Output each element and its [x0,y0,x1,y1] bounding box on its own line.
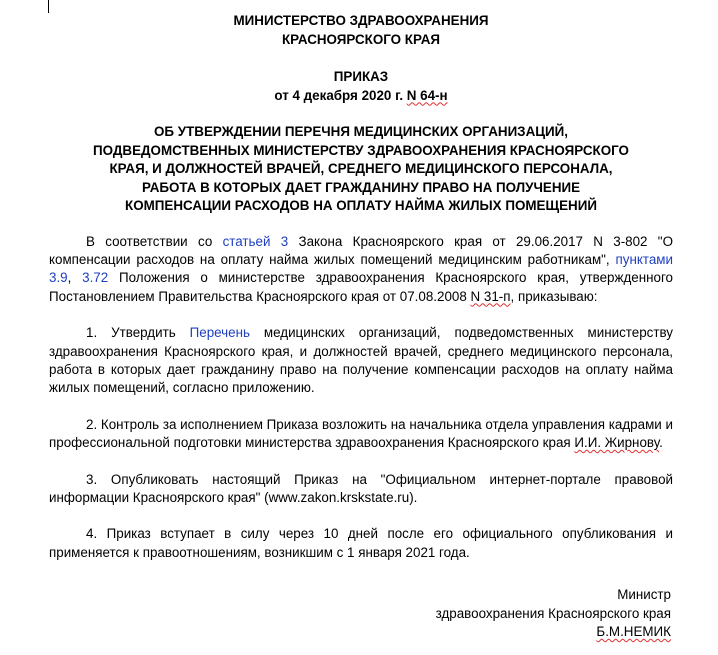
order-item-4: 4. Приказ вступает в силу через 10 дней после его официального опубликования и применяется к правоотношениям, возникшим с 1 января 2021 года. [49,526,673,560]
signature-position-org: здравоохранения Красноярского края [435,605,671,621]
ministry-name-line1: МИНИСТЕРСТВО ЗДРАВООХРАНЕНИЯ [233,13,489,28]
order-word: ПРИКАЗ [333,69,389,84]
preamble-text: , [67,270,83,286]
preamble-paragraph [49,233,673,307]
point-3-9-link[interactable]: пунктами 3.9 [49,251,673,286]
title-line: РАБОТА В КОТОРЫХ ДАЕТ ГРАЖДАНИНУ ПРАВО НА ПОЛУЧЕНИЕ [141,179,581,195]
preamble-text: Закона Красноярского края от 29.06.2017 N 3-802 "О компенсации расходов на оплату найма жилых помещений медицинским работникам", [49,233,673,267]
title-line: ОБ УТВЕРЖДЕНИИ ПЕРЕЧНЯ МЕДИЦИНСКИХ ОРГАНИЗАЦИЙ, [154,124,568,139]
ministry-header [49,12,673,49]
responsible-person: И.И. Жирнову [574,435,660,451]
item-text: . [659,435,663,451]
preamble-text: В соответствии со [86,233,223,249]
order-date-text: от 4 декабря 2020 г. [274,87,407,103]
item-text: 2. Контроль за исполнением Приказа возложить на начальника отдела управления кадрами и профессиональной подготовки министерства здравоохранения Красноярского края [49,416,673,451]
signature-name: Б.М.НЕМИК [596,624,671,639]
order-header [49,68,673,105]
preamble-text: Положения о министерстве здравоохранения Красноярского края, утвержденного Постановлением Правительства Красноярского края от 07.08.2008 [49,270,673,304]
ministry-name-line2: КРАСНОЯРСКОГО КРАЯ [281,31,441,47]
title-line: ПОДВЕДОМСТВЕННЫХ МИНИСТЕРСТВУ ЗДРАВООХРАНЕНИЯ КРАСНОЯРСКОГО [93,142,629,158]
title-line: КРАЯ, И ДОЛЖНОСТЕЙ ВРАЧЕЙ, СРЕДНЕГО МЕДИЦИНСКОГО ПЕРСОНАЛА, [109,161,613,176]
document-title [49,123,673,216]
point-3-72-link[interactable]: 3.72 [82,270,109,286]
article-3-link[interactable]: статьей 3 [222,233,289,249]
item-text: медицинских организаций, подведомственных министерству здравоохранения Красноярского края, и должностей врачей, среднего медицинского персонала, работа в которых дает гражданину право на получение компенсации расходов на оплату найма жилых помещений, согласно приложению. [49,325,673,396]
signature-position: Министр [617,587,671,603]
signature-block [49,586,673,641]
document-page [49,0,673,641]
list-link[interactable]: Перечень [189,325,250,341]
order-item-3: 3. Опубликовать настоящий Приказ на "Официальном интернет-портале правовой информации Красноярского края" (www.zakon.krskstate.ru). [49,471,673,505]
order-number: N 64-н [406,87,448,103]
title-line: КОМПЕНСАЦИИ РАСХОДОВ НА ОПЛАТУ НАЙМА ЖИЛЫХ ПОМЕЩЕНИЙ [125,198,597,213]
item-text: 1. Утвердить [86,325,190,341]
order-item-1 [49,324,673,398]
order-item-2 [49,416,673,453]
order-date [49,87,673,106]
preamble-text: , приказываю: [510,288,598,304]
decree-number: N 31-п [470,288,511,304]
